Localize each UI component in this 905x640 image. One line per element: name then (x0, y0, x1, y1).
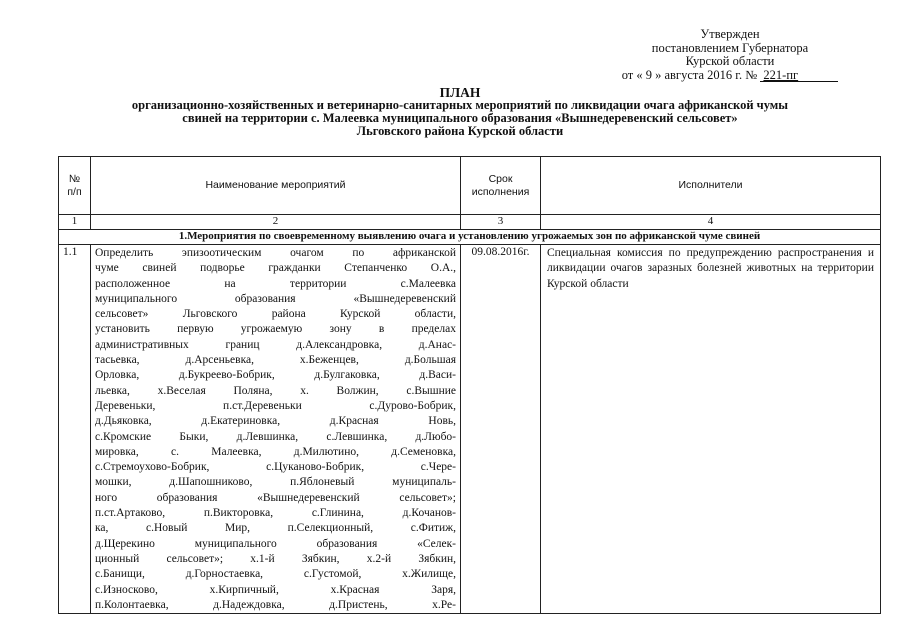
measure-text-line: ного образования «Вышнедеревенский сельсовет»; (95, 491, 456, 504)
measure-text-line: льевка, х.Веселая Поляна, х. Волжин, с.Вышние (95, 384, 456, 397)
measure-text-line: п.Колонтаевка, д.Надеждовка, д.Пристень, х.Ре- (95, 598, 456, 611)
measure-text-line: установить первую угрожаемую зону в пределах (95, 323, 456, 336)
measure-text-line: с.Износково, х.Кирпичный, х.Красная Заря, (95, 583, 456, 596)
column-number-row (59, 215, 881, 230)
measure-text-line: муниципального образования «Вышнедеревенский (95, 292, 456, 305)
header-term: Срок исполнения (461, 157, 541, 215)
column-number: 2 (91, 215, 461, 230)
measure-text-line: чуме свиней подворье гражданки Степанченко О.А., (95, 262, 456, 275)
measure-text-line: п.ст.Артаково, п.Викторовка, с.Глинина, д.Кочанов- (95, 507, 456, 520)
measure-text-line: с.Стремоухово-Бобрик, с.Цуканово-Бобрик, с.Чере- (95, 461, 456, 474)
measure-text-line: д.Щерекино муниципального образования «Селек- (95, 537, 456, 550)
measure-text-line: с.Кромские Быки, д.Левшинка, с.Левшинка, д.Любо- (95, 430, 456, 443)
approval-date: от « 9 » августа 2016 г. № (621, 67, 758, 82)
measure-text-line: с.Банищи, д.Горностаевка, с.Густомой, х.Жилище, (95, 568, 456, 581)
row-term: 09.08.2016г. (461, 245, 541, 614)
header-no: № п/п (59, 157, 91, 215)
section-title: 1.Мероприятия по своевременному выявлению очага и установлению угрожаемых зон по африканской чуме свиней (59, 230, 881, 245)
document-title (60, 86, 860, 138)
title-line-1: организационно-хозяйственных и ветеринарно-санитарных мероприятий по ликвидации очага африканской чумы (131, 98, 789, 112)
table-header-row (59, 157, 881, 215)
measure-text-line: сельсовет» Льговского района Курской области, (95, 308, 456, 321)
title-line-2: свиней на территории с. Малеевка муниципального образования «Вышнедеревенский сельсовет» (182, 111, 738, 125)
header-executors: Исполнители (541, 157, 881, 215)
measure-text-line: Определить эпизоотическим очагом по африканской (95, 247, 456, 259)
plan-table (58, 156, 881, 614)
approval-date-line (590, 69, 870, 83)
measure-text-line: мировка, с. Малеевка, д.Милютино, д.Семеновка, (95, 445, 456, 458)
table-row (59, 245, 881, 614)
title-line-3: Льговского района Курской области (356, 124, 564, 138)
column-number: 3 (461, 215, 541, 230)
row-number: 1.1 (59, 245, 91, 614)
approval-line-2: постановлением Губернатора (651, 40, 809, 55)
row-measure-text (91, 245, 461, 614)
column-number: 1 (59, 215, 91, 230)
approval-line-3: Курской области (685, 54, 775, 68)
measure-text-line: Деревеньки, п.ст.Деревеньки с.Дурово-Бобрик, (95, 399, 456, 412)
section-row (59, 230, 881, 245)
measure-text-line: ка, с.Новый Мир, п.Селекционный, с.Фитиж, (95, 522, 456, 535)
measure-text-line: мошки, д.Шапошниково, п.Яблоневый муниципаль- (95, 476, 456, 489)
column-number: 4 (541, 215, 881, 230)
row-executors: Специальная комиссия по предупреждению распространения и ликвидации очагов заразных болезней животных на территории Курской области (541, 245, 881, 614)
measure-text-line: административных границ д.Александровка, д.Анас- (95, 338, 456, 351)
measure-text-line: тасьевка, д.Арсеньевка, х.Беженцев, д.Большая (95, 354, 456, 367)
title-heading: ПЛАН (439, 85, 481, 100)
approval-number: 221-пг (760, 69, 838, 82)
measure-text-line: ционный сельсовет»; х.1-й Зябкин, х.2-й Зябкин, (95, 552, 456, 565)
measure-text-line: Орловка, д.Букреево-Бобрик, д.Булгаковка, д.Васи- (95, 369, 456, 382)
measure-text-line: д.Дьяковка, д.Екатериновка, д.Красная Новь, (95, 415, 456, 428)
approval-line-1: Утвержден (700, 27, 760, 41)
header-name: Наименование мероприятий (91, 157, 461, 215)
measure-text-line: расположенное на территории с.Малеевка (95, 277, 456, 290)
approval-stamp (590, 28, 870, 82)
